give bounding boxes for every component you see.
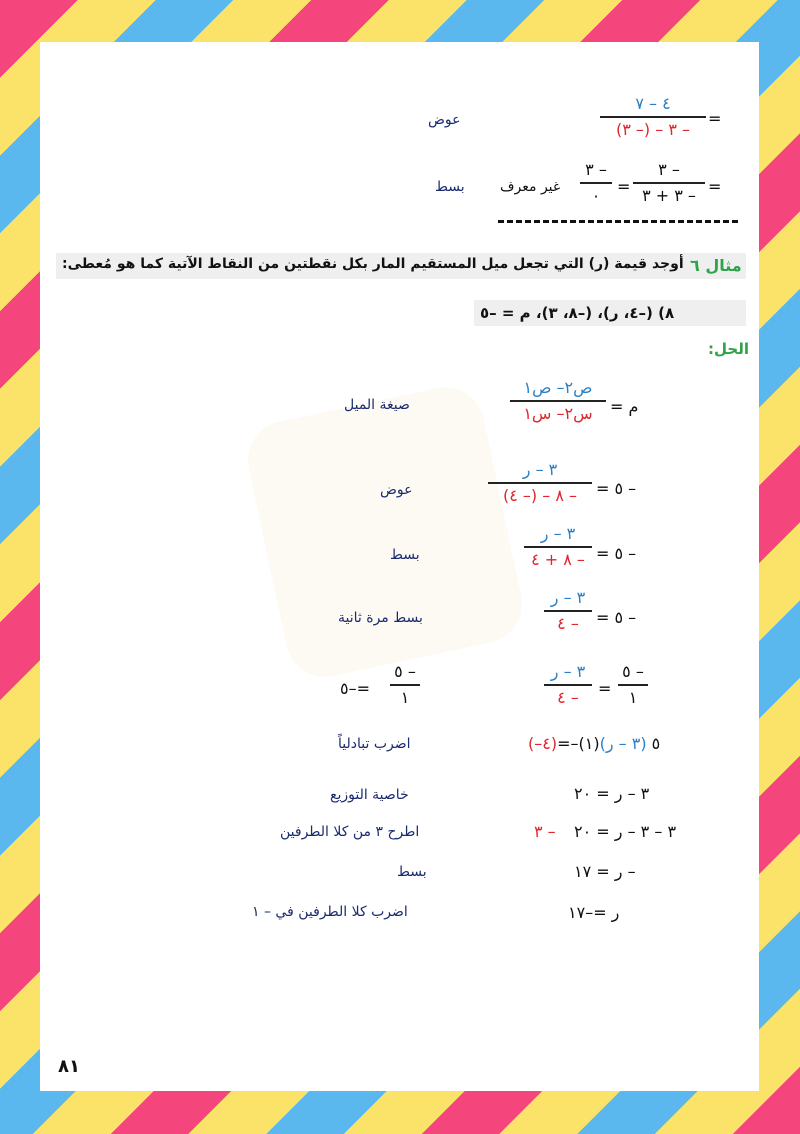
fraction-numerator: – ٥ [622,662,644,681]
divider [498,220,738,223]
step-fraction [524,524,592,570]
line-eq: – ر = ١٧ [574,862,636,881]
fraction-denominator: – ٨ + ٤ [531,550,585,569]
side-fraction [390,662,420,708]
fraction-numerator: ٣ – ر [550,588,586,607]
fraction-numerator: ٤ – ٧ [635,94,671,113]
fraction-denominator: ٠ [591,186,601,205]
exercise-item: ٨) (–٤، ر)، (–٨، ٣)، م = –٥ [480,304,675,322]
fraction-numerator: ٣ – ر [550,662,586,681]
step-label: اضرب كلا الطرفين في – ١ [252,904,408,920]
fraction-denominator: – ٣ + ٣ [642,186,696,205]
cross-d: (–٤) [528,734,558,753]
fraction-1 [633,160,705,206]
fraction-denominator: – ٨ – (– ٤) [502,486,578,505]
page-number: ٨١ [58,1056,80,1077]
page [40,42,759,1091]
cross-c: =–٥ [557,734,661,753]
fraction-denominator: – ٤ [557,614,579,633]
example-title: مثال ٦ [690,256,742,275]
step-label: اطرح ٣ من كلا الطرفين [280,824,420,840]
step-label: بسط [390,547,420,563]
line-red-part: – ٣ [534,822,556,841]
fraction-numerator: – ٥ [394,662,416,681]
step-label: عوض [428,112,461,128]
step-lhs: – ٥ = [596,608,637,627]
step-label: بسط مرة ثانية [338,610,423,626]
slope-lhs: م = [610,397,639,416]
step-lhs: – ٥ = [596,479,637,498]
equals-sign: = [617,177,631,196]
equals-sign: = [708,109,722,128]
fraction-denominator: ١ [628,688,638,707]
cross-b: (٣ – ر) [599,734,647,753]
undefined-note: غير معرف [500,179,561,195]
solution-label: الحل: [708,340,749,358]
watermark [241,380,530,684]
step-lhs: – ٥ = [596,544,637,563]
fraction-denominator: ١ [400,688,410,707]
fraction-sub [600,94,706,140]
step-label: عوض [380,482,413,498]
equals-sign: = [598,679,612,698]
side-result: =–٥ [340,679,370,698]
cross-multiply [528,734,660,753]
line-eq: ٣ – ر = ٢٠ [574,784,650,803]
lhs-fraction [618,662,648,708]
fraction-numerator: ٣ – ر [522,460,558,479]
equals-sign: = [708,177,722,196]
fraction-numerator: ص٢– ص١ [523,378,593,397]
step-fraction [544,588,592,634]
fraction-denominator: – ٤ [557,688,579,707]
cross-a: (١) [578,734,600,753]
fraction-numerator: – ٣ [658,160,680,179]
fraction-denominator: – ٣ – (– ٣) [615,120,691,139]
step-fraction [544,662,592,708]
step-label: صيغة الميل [344,397,410,413]
fraction-numerator: ٣ – ر [540,524,576,543]
fraction-2 [580,160,612,206]
line-eq: ٣ – ٣ – ر = ٢٠ [574,822,677,841]
slope-formula [510,378,606,424]
step-fraction [488,460,592,506]
step-label: اضرب تبادلياً [338,736,411,752]
step-label: بسط [397,864,427,880]
step-label: بسط [435,179,465,195]
example-text: أوجد قيمة (ر) التي تجعل ميل المستقيم المار بكل نقطتين من النقاط الآتية كما هو مُعطى: [62,256,684,272]
line-eq: ر =–١٧ [568,903,620,922]
fraction-denominator: س٢– س١ [523,404,593,423]
step-label: خاصية التوزيع [330,787,409,803]
fraction-numerator: – ٣ [585,160,607,179]
